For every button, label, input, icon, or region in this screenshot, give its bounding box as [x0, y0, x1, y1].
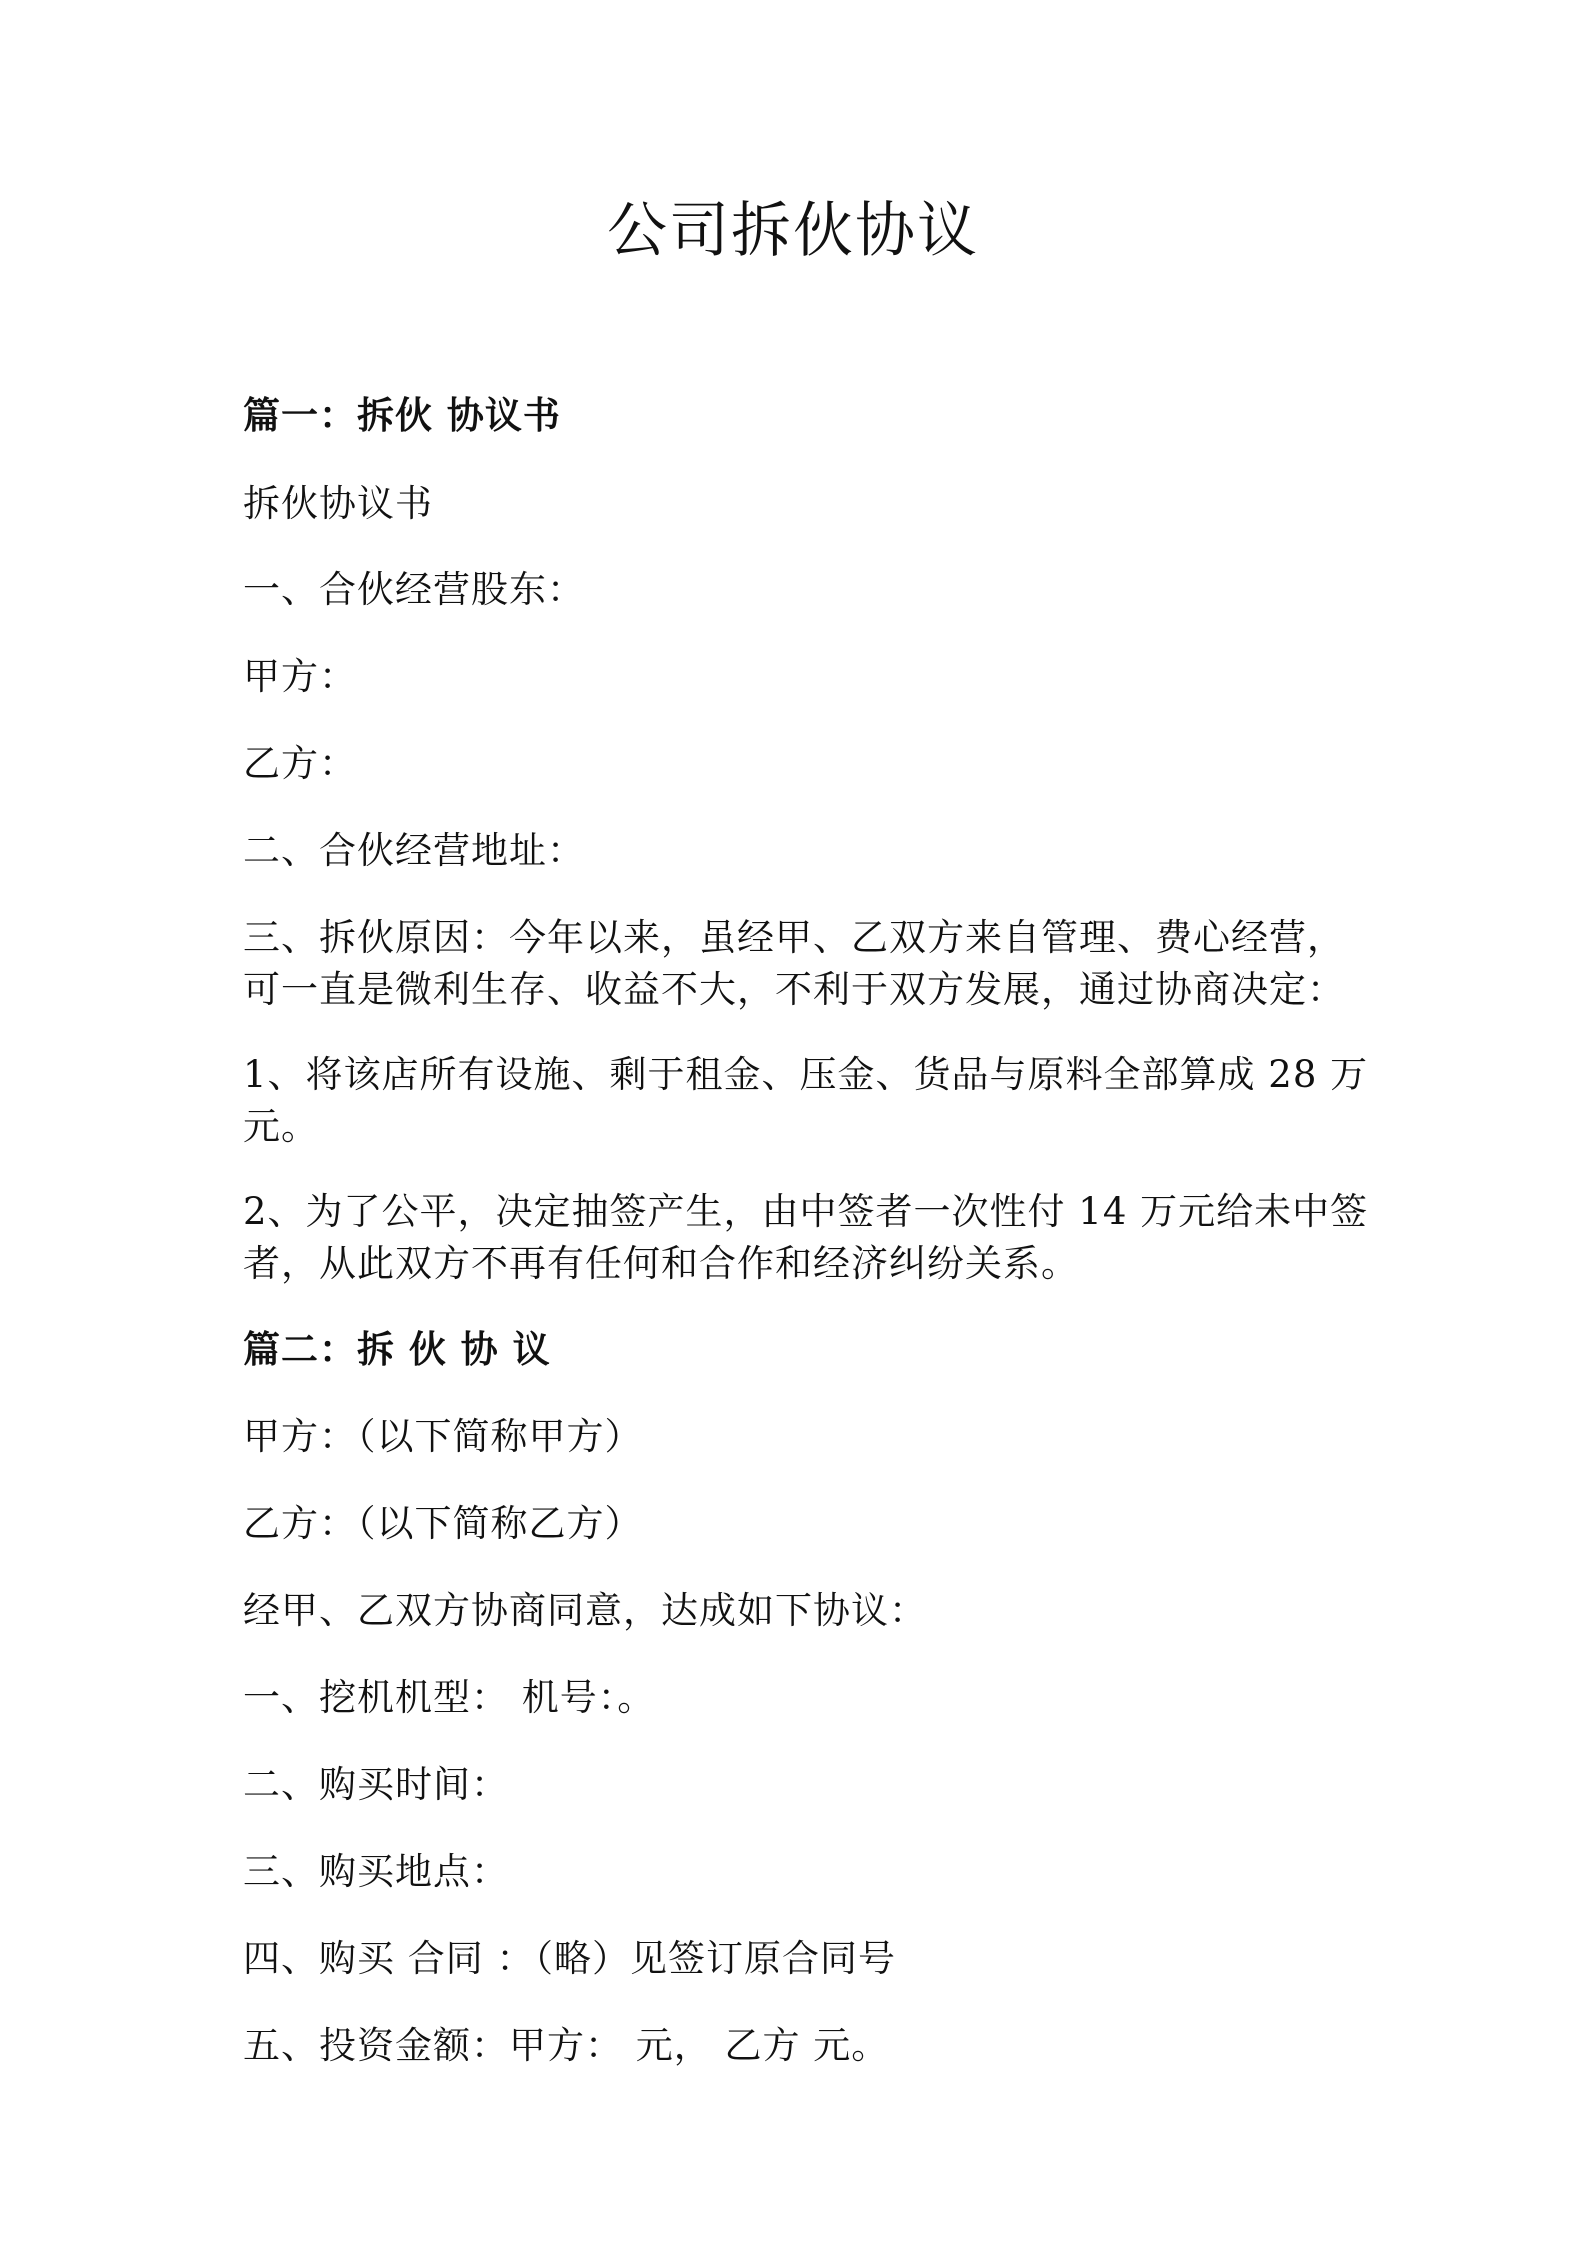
part1-item2: 二、合伙经营地址：	[243, 829, 585, 872]
part2-item5: 五、投资金额：甲方： 元， 乙方 元。	[243, 2024, 890, 2067]
part2-party-b: 乙方：（以下简称乙方）	[243, 1502, 643, 1545]
part1-clause2-line1: 2、为了公平，决定抽签产生，由中签者一次性付 14 万元给未中签	[243, 1190, 1369, 1233]
part1-heading: 篇一：拆伙 协议书	[243, 394, 561, 437]
part1-item1: 一、合伙经营股东：	[243, 568, 585, 611]
part2-item3: 三、购买地点：	[243, 1850, 509, 1893]
part1-item3-line1: 三、拆伙原因：今年以来，虽经甲、乙双方来自管理、费心经营，	[243, 916, 1345, 959]
part1-clause1-line2: 元。	[243, 1105, 319, 1148]
part2-item2: 二、购买时间：	[243, 1763, 509, 1806]
part1-clause2-line2: 者，从此双方不再有任何和合作和经济纠纷关系。	[243, 1242, 1079, 1285]
part1-item3-line2: 可一直是微利生存、收益不大，不利于双方发展，通过协商决定：	[243, 968, 1345, 1011]
part2-item4: 四、购买 合同 ：（略）见签订原合同号	[243, 1937, 897, 1980]
part2-item1: 一、挖机机型： 机号：。	[243, 1676, 656, 1719]
part1-party-a: 甲方：	[243, 655, 357, 698]
part2-heading: 篇二：拆 伙 协 议	[243, 1328, 551, 1371]
part1-clause1-line1: 1、将该店所有设施、剩于租金、压金、货品与原料全部算成 28 万	[243, 1053, 1369, 1096]
document-title: 公司拆伙协议	[607, 196, 979, 266]
part1-party-b: 乙方：	[243, 742, 357, 785]
part1-subtitle: 拆伙协议书	[243, 482, 433, 525]
part2-agreement: 经甲、乙双方协商同意，达成如下协议：	[243, 1589, 927, 1632]
part2-party-a: 甲方：（以下简称甲方）	[243, 1415, 643, 1458]
